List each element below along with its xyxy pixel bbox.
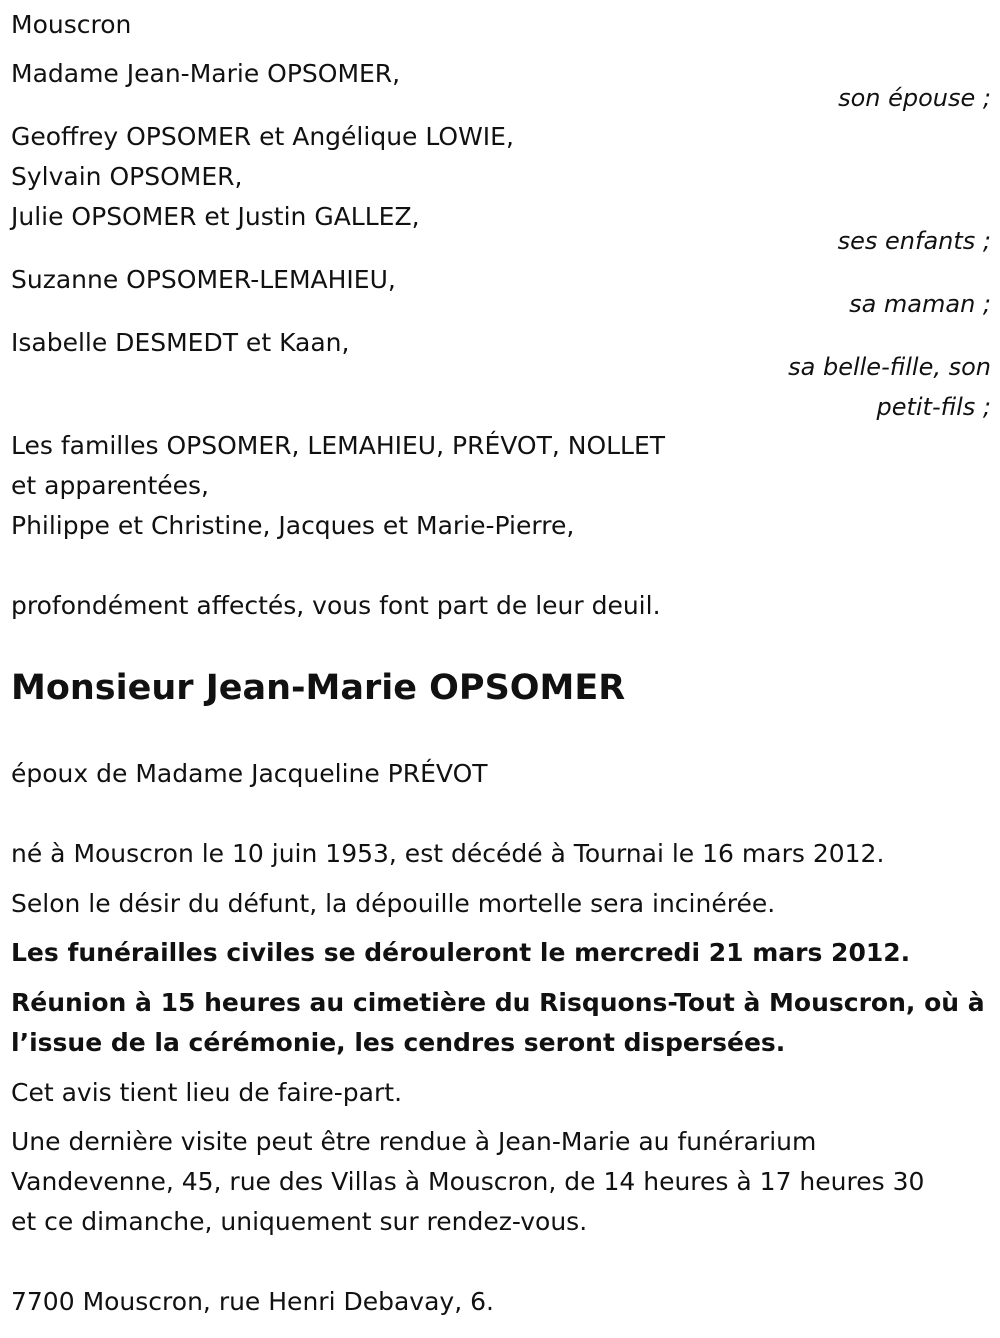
spouse-of-line: époux de Madame Jacqueline PRÉVOT: [11, 759, 488, 788]
children-role: ses enfants ;: [837, 227, 991, 255]
visit-line-2: Vandevenne, 45, rue des Villas à Mouscron, de 14 heures à 17 heures 30: [11, 1167, 925, 1196]
families-line-2: et apparentées,: [11, 471, 209, 500]
stepdaughter-name: Isabelle DESMEDT et Kaan,: [11, 328, 350, 357]
child-name-2: Sylvain OPSOMER,: [11, 162, 243, 191]
meeting-line-1: Réunion à 15 heures au cimetière du Risquons-Tout à Mouscron, où à: [11, 988, 985, 1017]
families-line-3: Philippe et Christine, Jacques et Marie-Pierre,: [11, 511, 575, 540]
obituary-document: [11, 0, 991, 1338]
address-line: 7700 Mouscron, rue Henri Debavay, 6.: [11, 1287, 494, 1316]
stepdaughter-role-line-1: sa belle-fille, son: [788, 353, 991, 381]
birth-death-line: né à Mouscron le 10 juin 1953, est décédé à Tournai le 16 mars 2012.: [11, 839, 885, 868]
mother-name: Suzanne OPSOMER-LEMAHIEU,: [11, 265, 396, 294]
notice-line: Cet avis tient lieu de faire-part.: [11, 1078, 403, 1107]
child-name-3: Julie OPSOMER et Justin GALLEZ,: [11, 202, 420, 231]
spouse-role: son épouse ;: [838, 84, 991, 112]
meeting-line-2: l’issue de la cérémonie, les cendres seront dispersées.: [11, 1028, 786, 1057]
cremation-line: Selon le désir du défunt, la dépouille mortelle sera incinérée.: [11, 889, 776, 918]
location-heading: Mouscron: [11, 10, 132, 39]
child-name-1: Geoffrey OPSOMER et Angélique LOWIE,: [11, 122, 514, 151]
deceased-name: Monsieur Jean-Marie OPSOMER: [11, 668, 626, 708]
spouse-name: Madame Jean-Marie OPSOMER,: [11, 59, 401, 88]
funeral-date-line: Les funérailles civiles se dérouleront le mercredi 21 mars 2012.: [11, 938, 911, 967]
announcement-text: profondément affectés, vous font part de leur deuil.: [11, 591, 661, 620]
visit-line-3: et ce dimanche, uniquement sur rendez-vous.: [11, 1207, 588, 1236]
visit-line-1: Une dernière visite peut être rendue à Jean-Marie au funérarium: [11, 1127, 817, 1156]
stepdaughter-role-line-2: petit-fils ;: [876, 393, 991, 421]
families-line-1: Les familles OPSOMER, LEMAHIEU, PRÉVOT, NOLLET: [11, 431, 666, 460]
mother-role: sa maman ;: [849, 290, 991, 318]
